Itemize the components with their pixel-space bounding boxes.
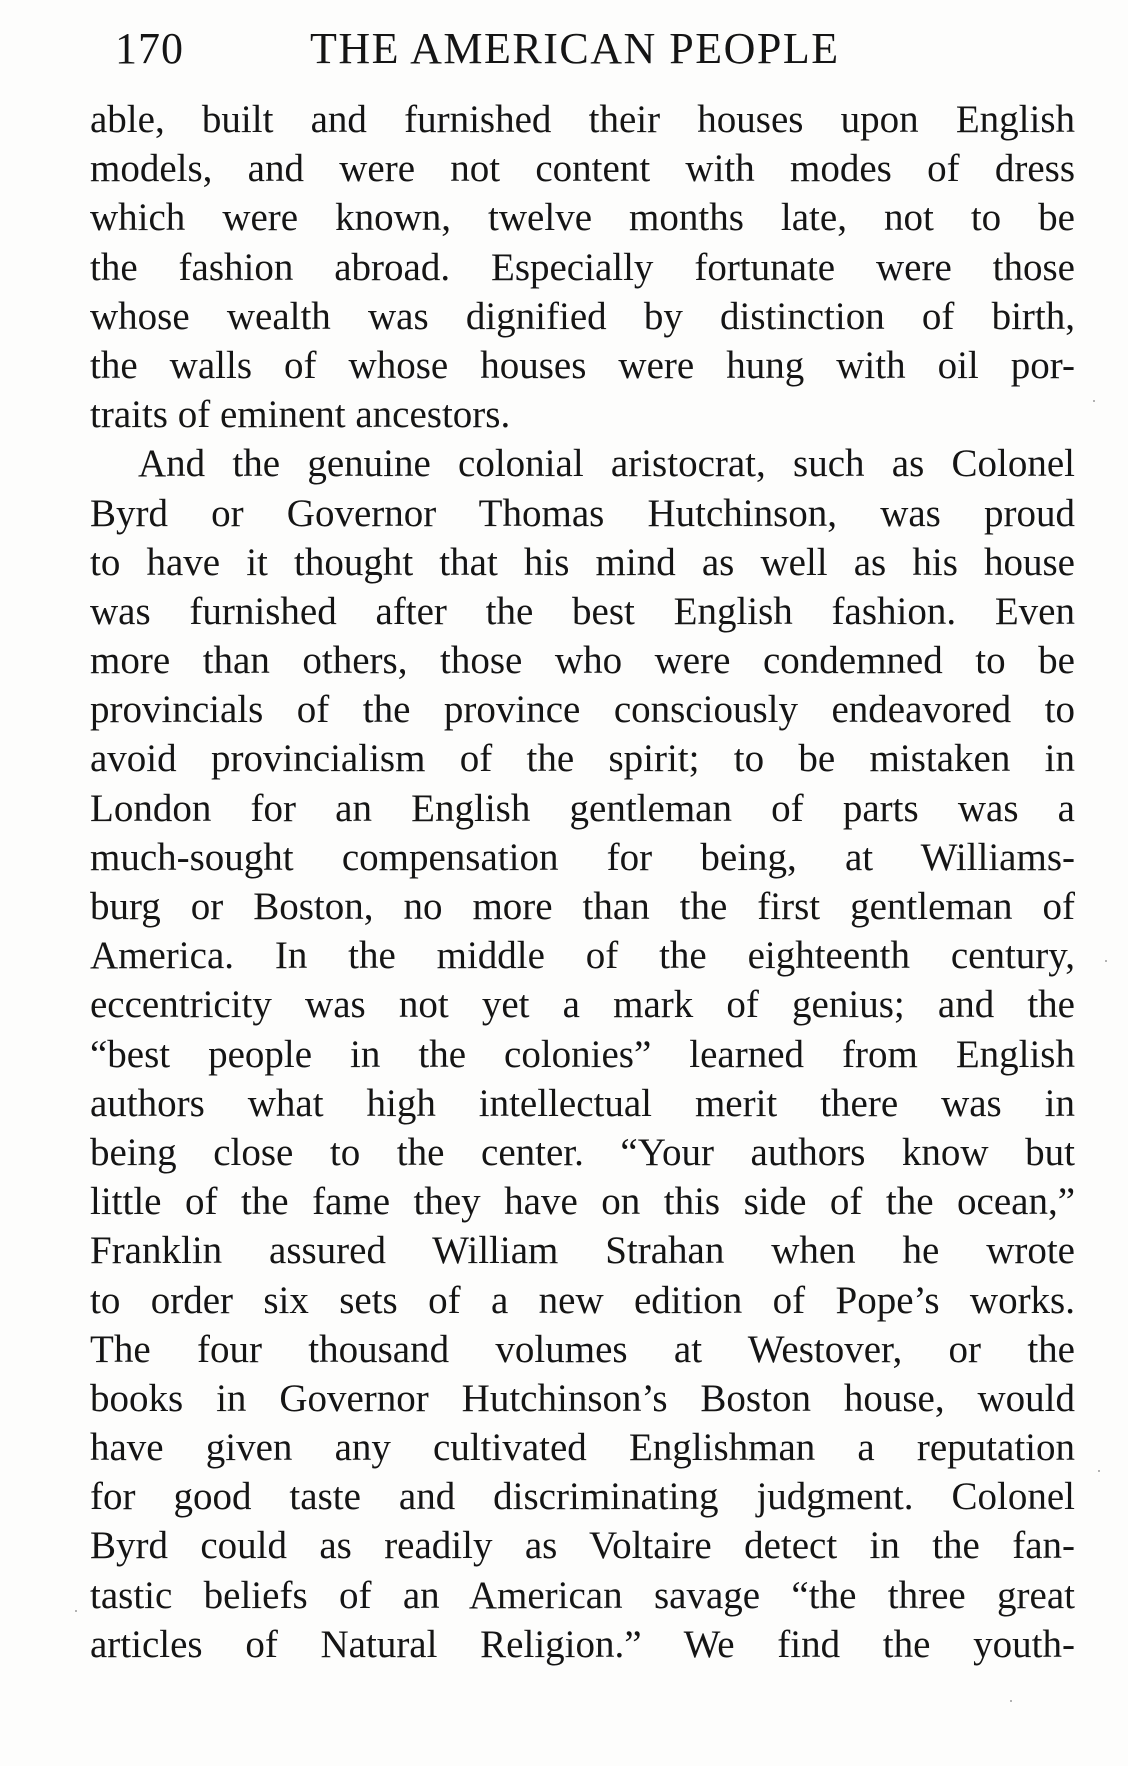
text-line: Byrd could as readily as Voltaire detect in the fan-	[90, 1524, 1075, 1568]
scan-speck	[75, 1610, 77, 1612]
paragraph-2	[90, 439, 1075, 1669]
text-line: able, built and furnished their houses upon English	[90, 98, 1075, 141]
text-line: whose wealth was dignified by distinction of birth,	[90, 294, 1075, 338]
paragraph-1	[90, 95, 1075, 439]
text-line: Byrd or Governor Thomas Hutchinson, was proud	[90, 491, 1075, 535]
text-line: for good taste and discriminating judgment. Colonel	[90, 1475, 1075, 1519]
text-line: eccentricity was not yet a mark of genius; and the	[90, 983, 1075, 1027]
text-line: more than others, those who were condemned to be	[90, 639, 1075, 683]
text-line: And the genuine colonial aristocrat, such as Colonel	[138, 442, 1075, 486]
running-title: THE AMERICAN PEOPLE	[310, 24, 840, 73]
text-line: the walls of whose houses were hung with oil por-	[90, 343, 1075, 387]
text-line: authors what high intellectual merit there was in	[90, 1081, 1075, 1125]
text-line: “best people in the colonies” learned from English	[90, 1032, 1075, 1076]
body-text	[90, 95, 1075, 1669]
scan-speck	[1098, 1470, 1100, 1472]
text-line: little of the fame they have on this side of the ocean,”	[90, 1180, 1075, 1224]
scan-speck	[1093, 400, 1095, 402]
text-line: to order six sets of a new edition of Pope’s works.	[90, 1278, 1075, 1322]
text-line: Franklin assured William Strahan when he wrote	[90, 1229, 1075, 1273]
text-line: was furnished after the best English fashion. Even	[90, 589, 1075, 633]
text-line: articles of Natural Religion.” We find the youth-	[90, 1622, 1075, 1666]
text-line: avoid provincialism of the spirit; to be mistaken in	[90, 737, 1075, 781]
text-line: which were known, twelve months late, not to be	[90, 196, 1075, 240]
text-line: tastic beliefs of an American savage “the three great	[90, 1573, 1075, 1617]
text-line: London for an English gentleman of parts was a	[90, 786, 1075, 830]
page-number: 170	[115, 24, 184, 73]
text-line: America. In the middle of the eighteenth century,	[90, 934, 1075, 978]
text-line: The four thousand volumes at Westover, or the	[90, 1327, 1075, 1371]
text-line: to have it thought that his mind as well as his house	[90, 540, 1075, 584]
scan-speck	[1105, 960, 1107, 962]
text-line: being close to the center. “Your authors know but	[90, 1130, 1075, 1174]
text-line: much-sought compensation for being, at Williams-	[90, 835, 1075, 879]
text-line: burg or Boston, no more than the first gentleman of	[90, 885, 1075, 928]
text-line: models, and were not content with modes of dress	[90, 147, 1075, 191]
text-line: provincials of the province consciously endeavored to	[90, 688, 1075, 732]
scan-speck	[1010, 1700, 1012, 1702]
text-line: have given any cultivated Englishman a reputation	[90, 1426, 1075, 1470]
text-line: books in Governor Hutchinson’s Boston house, would	[90, 1376, 1075, 1420]
text-line: the fashion abroad. Especially fortunate were those	[90, 245, 1075, 289]
page-header	[115, 22, 955, 76]
text-line: traits of eminent ancestors.	[90, 393, 511, 437]
